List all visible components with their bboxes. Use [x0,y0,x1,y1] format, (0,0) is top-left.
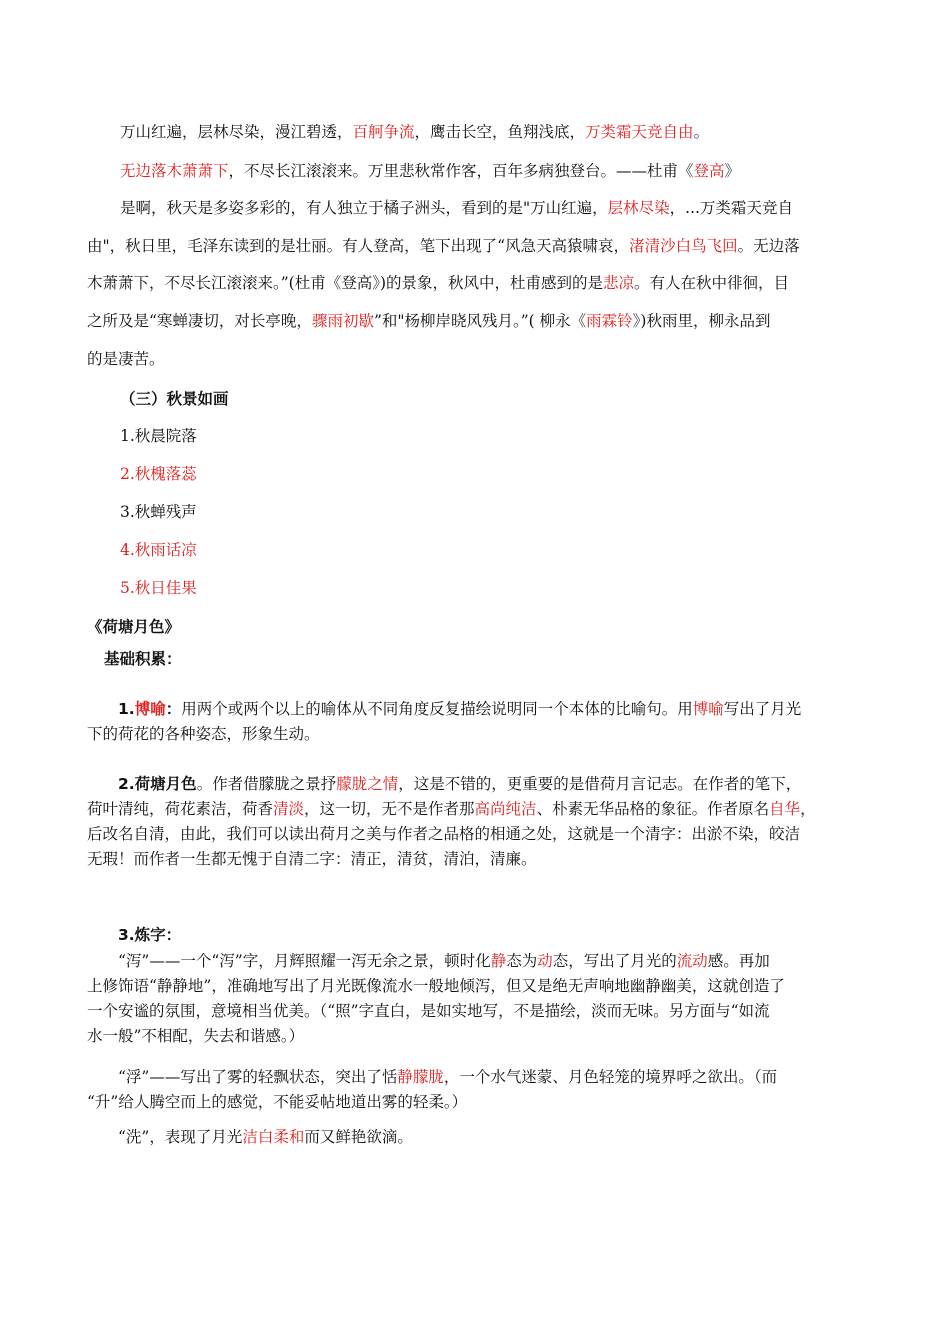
text-segment: 。无边落 [737,237,800,255]
text-line [87,848,537,870]
text-line [87,798,816,820]
text-line [120,425,197,447]
text-segment: 荷叶清纯，荷花素洁，荷香 [87,800,274,818]
text-segment: ，这一切，无不是作者那 [304,800,475,818]
highlighted-text: 清淡 [273,800,305,818]
highlighted-text: 万类霜天竞自由 [585,123,694,141]
text-segment: 、朴素无华品格的象征。作者原名 [536,800,770,818]
text-segment: ，...万类霜天竞自 [669,199,793,217]
text-line [87,616,180,638]
highlighted-text: 悲凉 [603,274,635,292]
text-segment: ”和"杨柳岸晓风残月。”( 柳永《 [373,312,587,330]
text-segment: 基础积累： [104,650,182,668]
text-segment: 1.秋晨院落 [120,427,197,445]
text-line [118,924,181,946]
text-segment: 感。再加 [707,952,770,970]
highlighted-text: 2.秋槐落蕊 [120,465,197,483]
text-segment: 水一般”不相配，失去和谐感。） [87,1027,305,1045]
text-line [118,950,770,972]
text-line [87,1091,467,1113]
text-segment: “洗”，表现了月光 [118,1128,243,1146]
highlighted-text: 雨霖铃 [586,312,633,330]
text-segment: 2.荷塘月色 [118,775,197,793]
text-line [87,975,785,997]
highlighted-text: 骤雨初歇 [311,312,374,330]
text-segment: 木萧萧下，不尽长江滚滚来。”(杜甫《登高》)的景象，秋风中，杜甫感到的是 [87,274,604,292]
text-line [118,698,801,720]
text-segment: 万山红遍，层林尽染，漫江碧透， [120,123,353,141]
text-segment: ，这是不错的，更重要的是借荷月言记志。在作者的笔下， [398,775,802,793]
text-line [87,723,320,745]
text-line [87,1000,770,1022]
text-segment: ，不尽长江滚滚来。万里悲秋常作客，百年多病独登台。——杜甫《 [228,162,694,180]
text-segment: 。有人在秋中徘徊，目 [634,274,790,292]
text-line [118,1126,413,1148]
text-line [120,197,793,219]
highlighted-text: 无边落木萧萧下 [120,162,229,180]
text-segment: 3.炼字： [118,926,182,944]
text-line [120,539,197,561]
highlighted-text: 博喻 [692,700,724,718]
text-segment: 》 [724,162,741,180]
text-segment: “泻”——一个“泻”字，月辉照耀一泻无余之景，顿时化 [118,952,491,970]
highlighted-text: 自华 [769,800,801,818]
text-segment: “浮”——写出了雾的轻飘状态，突出了恬 [118,1068,398,1086]
text-line [118,773,801,795]
text-segment: ， [800,800,816,818]
text-line [87,348,165,370]
text-line [87,235,800,257]
text-segment: 而又鲜艳欲滴。 [304,1128,413,1146]
highlighted-text: 5.秋日佳果 [120,579,197,597]
text-line [120,388,229,410]
text-segment: 1. [118,700,135,718]
text-line [120,501,197,523]
text-segment: 一个安谧的氛围，意境相当优美。（“照”字直白，是如实地写，不是描绘，淡而无味。另方面与“如流 [87,1002,770,1020]
highlighted-text: 百舸争流 [352,123,415,141]
text-line [104,648,182,670]
text-line [120,463,197,485]
text-line [87,1025,304,1047]
text-segment: ，鹰击长空，鱼翔浅底， [414,123,586,141]
text-segment: 是啊，秋天是多姿多彩的，有人独立于橘子洲头，看到的是"万山红遍， [120,199,608,217]
highlighted-text: 渚清沙白鸟飞回 [629,237,738,255]
highlighted-text: 层林尽染 [607,199,670,217]
text-segment: 之所及是“寒蝉凄切，对长亭晚， [87,312,312,330]
text-segment: “升”给人腾空而上的感觉，不能妥帖地道出雾的轻柔。） [87,1093,468,1111]
text-line [118,1066,777,1088]
text-segment: 用两个或两个以上的喻体从不同角度反复描绘说明同一个本体的比喻句。用 [181,700,693,718]
highlighted-text: 流动 [676,952,708,970]
highlighted-text: 动 [537,952,553,970]
text-segment: 无瑕！而作者一生都无愧于自清二字：清正，清贫，清泊，清廉。 [87,850,537,868]
highlighted-text: 洁白柔和 [242,1128,305,1146]
text-segment: 的是凄苦。 [87,350,165,368]
text-segment: 》)秋雨里，柳永品到 [632,312,771,330]
text-line [87,310,770,332]
text-segment: 。作者借朦胧之景抒 [196,775,337,793]
text-segment: ： [165,700,182,718]
text-segment: 。 [693,123,710,141]
text-segment: （三）秋景如画 [120,390,229,408]
text-line [87,823,800,845]
text-segment: 态，写出了月光的 [552,952,677,970]
highlighted-text: 静 [490,952,507,970]
text-segment: 3.秋蝉残声 [120,503,197,521]
text-segment: 上修饰语“静静地”，准确地写出了月光既像流水一般地倾泻，但又是绝无声响地幽静幽美，这就创造了 [87,977,785,995]
text-segment: 由"，秋日里，毛泽东读到的是壮丽。有人登高，笔下出现了“风急天高猿啸哀， [87,237,630,255]
text-segment: 态为 [506,952,538,970]
highlighted-text: 4.秋雨话凉 [120,541,197,559]
text-segment: ，一个水气迷蒙、月色轻笼的境界呼之欲出。（而 [443,1068,778,1086]
text-segment: 《荷塘月色》 [87,618,181,636]
text-segment: 后改名自清，由此，我们可以读出荷月之美与作者之品格的相通之处，这就是一个清字：出淤不染，皎洁 [87,825,801,843]
highlighted-text: 朦胧之情 [336,775,399,793]
text-segment: 下的荷花的各种姿态，形象生动。 [87,725,320,743]
text-line [120,160,740,182]
text-line [87,272,789,294]
text-segment: 写出了月光 [723,700,802,718]
text-line [120,121,709,143]
highlighted-text: 博喻 [134,700,166,718]
text-line [120,577,197,599]
highlighted-text: 高尚纯洁 [474,800,537,818]
highlighted-text: 登高 [693,162,725,180]
highlighted-text: 静朦胧 [397,1068,444,1086]
